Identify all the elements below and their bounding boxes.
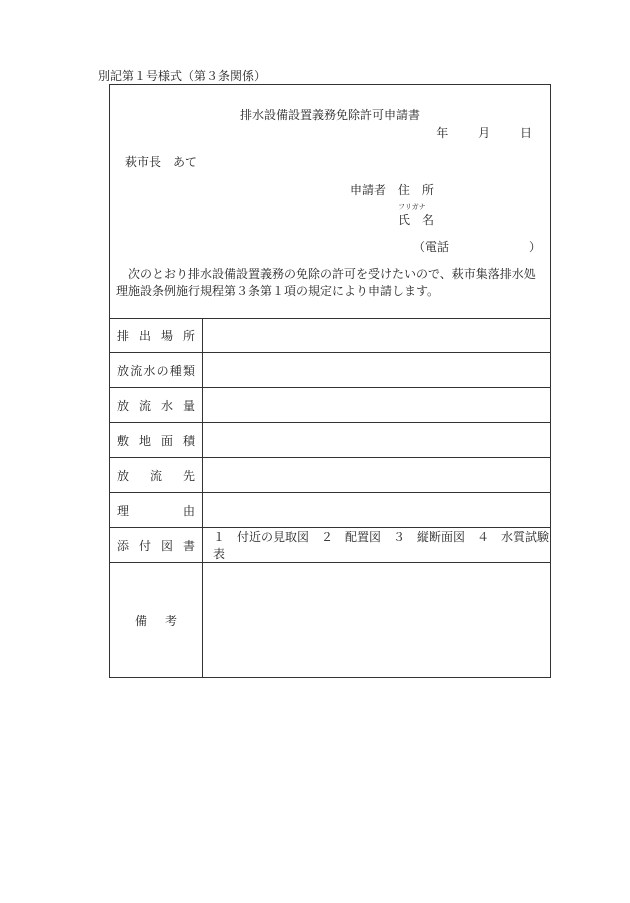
row-label-text (117, 362, 195, 379)
row-value-field[interactable] (203, 353, 551, 388)
name-label: 氏 名 (398, 213, 435, 227)
phone-label: （電話 (413, 240, 450, 254)
row-label-text (117, 327, 195, 344)
furigana-label: フリガナ (398, 203, 426, 211)
label-char: 出 (138, 328, 151, 343)
form-row (110, 388, 550, 423)
label-char: 付 (138, 538, 151, 553)
form-row (110, 423, 550, 458)
form-caption: 別記第１号様式（第３条関係） (98, 69, 267, 83)
label-char: 由 (182, 503, 195, 518)
label-char: 放 (117, 468, 130, 483)
row-label-text (126, 612, 186, 629)
row-value-field[interactable] (203, 318, 551, 353)
row-label (110, 318, 203, 353)
form-row (110, 318, 550, 353)
month-label: 月 (478, 126, 491, 140)
label-char: 地 (138, 433, 151, 448)
label-char: 類 (182, 363, 195, 378)
row-label-text (117, 502, 195, 519)
day-label: 日 (519, 126, 532, 140)
label-char: 放 (117, 363, 130, 378)
row-label (110, 563, 203, 679)
row-label (110, 423, 203, 458)
addressee: 萩市長 あて (125, 155, 198, 169)
label-char: 書 (182, 538, 195, 553)
row-label (110, 353, 203, 388)
form-header (110, 85, 550, 319)
label-char: 添 (117, 538, 130, 553)
row-value-field[interactable] (203, 563, 551, 679)
address-row (350, 181, 434, 198)
label-char: 量 (182, 398, 195, 413)
label-char: 図 (160, 538, 173, 553)
form-row (110, 458, 550, 493)
row-label-text (117, 537, 195, 554)
row-value-field[interactable] (203, 423, 551, 458)
label-char: 面 (160, 433, 173, 448)
row-label (110, 458, 203, 493)
form-fields-table (110, 318, 550, 678)
label-char: 放 (117, 398, 130, 413)
label-char: 積 (182, 433, 195, 448)
phone-row (413, 238, 541, 255)
label-char: の (156, 363, 169, 378)
label-char: 理 (117, 503, 130, 518)
label-char: 先 (182, 468, 195, 483)
label-char: 流 (149, 468, 162, 483)
row-label (110, 388, 203, 423)
label-char: 流 (130, 363, 143, 378)
label-char: 水 (143, 363, 156, 378)
form-row (110, 563, 550, 679)
row-value-field[interactable] (203, 458, 551, 493)
address-label: 住 所 (397, 183, 434, 197)
label-char: 考 (164, 614, 177, 628)
label-char: 排 (117, 328, 130, 343)
date-line (424, 124, 532, 141)
row-label-text (117, 432, 195, 449)
form-row (110, 493, 550, 528)
label-char: 敷 (117, 433, 130, 448)
label-char: 流 (138, 398, 151, 413)
row-label (110, 493, 203, 528)
application-form (109, 84, 551, 678)
year-label: 年 (436, 126, 449, 140)
row-value-field[interactable] (203, 388, 551, 423)
form-row (110, 528, 550, 563)
label-char: 場 (160, 328, 173, 343)
row-label-text (117, 397, 195, 414)
request-statement: 次のとおり排水設備設置義務の免除の許可を受けたいので、萩市集落排水処理施設条例施行規程第３条第１項の規定により申請します。 (116, 267, 536, 298)
applicant-label: 申請者 (350, 183, 387, 197)
form-row (110, 353, 550, 388)
row-label-text (117, 467, 195, 484)
label-char: 所 (182, 328, 195, 343)
form-title: 排水設備設置義務免除許可申請書 (239, 108, 420, 122)
row-value-field[interactable]: １ 付近の見取図 ２ 配置図 ３ 縦断面図 ４ 水質試験表 (203, 528, 551, 563)
row-value-field[interactable] (203, 493, 551, 528)
phone-close: ） (529, 240, 542, 254)
label-char: 種 (169, 363, 182, 378)
label-char: 備 (134, 614, 147, 628)
label-char: 水 (160, 398, 173, 413)
row-label (110, 528, 203, 563)
